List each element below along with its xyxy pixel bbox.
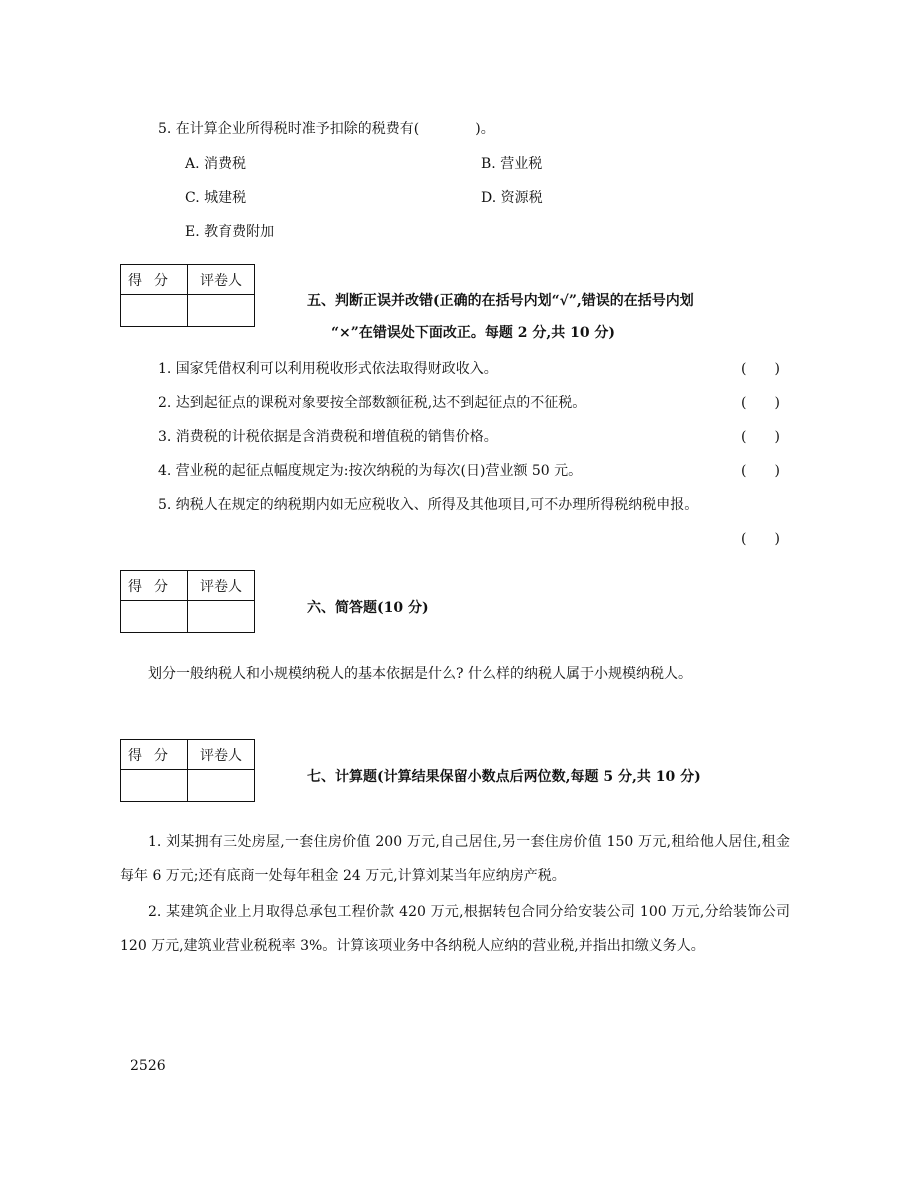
option-b: B. 营业税 — [481, 156, 543, 172]
answer-paren[interactable]: ( ) — [741, 429, 780, 445]
calc-question-1: 1. 刘某拥有三处房屋,一套住房价值 200 万元,自己居住,另一套住房价值 150 万元,租给他人居住,租金每年 6 万元;还有底商一处每年租金 24 万元,计算刘某当年应纳房产税。 — [120, 834, 790, 884]
option-a: A. 消费税 — [185, 156, 247, 172]
option-c: C. 城建税 — [185, 190, 247, 206]
list-item: 2. 达到起征点的课税对象要按全部数额征税,达不到起征点的不征税。 — [158, 395, 587, 411]
list-item: 1. 国家凭借权利可以利用税收形式依法取得财政收入。 — [158, 361, 498, 377]
score-label: 得分 — [121, 740, 188, 770]
option-d: D. 资源税 — [481, 190, 543, 206]
page-code: 2526 — [130, 1058, 166, 1074]
list-item: 4. 营业税的起征点幅度规定为:按次纳税的为每次(日)营业额 50 元。 — [158, 463, 583, 479]
list-item: 3. 消费税的计税依据是含消费税和增值税的销售价格。 — [158, 429, 498, 445]
score-box — [120, 264, 255, 327]
score-cell[interactable] — [121, 295, 188, 327]
grader-label: 评卷人 — [188, 740, 255, 770]
section-title: 五、判断正误并改错(正确的在括号内划“√”,错误的在括号内划 — [307, 293, 694, 309]
section-title: 六、简答题(10 分) — [307, 600, 429, 616]
score-cell[interactable] — [121, 770, 188, 802]
answer-paren[interactable]: ( ) — [741, 395, 780, 411]
calc-question-2: 2. 某建筑企业上月取得总承包工程价款 420 万元,根据转包合同分给安装公司 100 万元,分给装饰公司 120 万元,建筑业营业税税率 3%。计算该项业务中各纳税人应纳的营业税,并指出扣缴义务人。 — [120, 904, 790, 954]
grader-label: 评卷人 — [188, 571, 255, 601]
grader-cell[interactable] — [188, 770, 255, 802]
section-title: 七、计算题(计算结果保留小数点后两位数,每题 5 分,共 10 分) — [307, 769, 701, 785]
answer-paren[interactable]: ( ) — [741, 463, 780, 479]
score-label: 得分 — [121, 265, 188, 295]
answer-paren[interactable]: ( ) — [741, 531, 780, 547]
list-item: 5. 纳税人在规定的纳税期内如无应税收入、所得及其他项目,可不办理所得税纳税申报。 — [158, 497, 699, 513]
grader-cell[interactable] — [188, 295, 255, 327]
option-e: E. 教育费附加 — [185, 224, 275, 240]
score-box — [120, 739, 255, 802]
question-stem: 5. 在计算企业所得税时准予扣除的税费有( )。 — [158, 121, 495, 137]
score-label: 得分 — [121, 571, 188, 601]
grader-label: 评卷人 — [188, 265, 255, 295]
section-title-cont: “×”在错误处下面改正。每题 2 分,共 10 分) — [331, 325, 616, 341]
question-text: 划分一般纳税人和小规模纳税人的基本依据是什么? 什么样的纳税人属于小规模纳税人。 — [148, 666, 692, 682]
score-cell[interactable] — [121, 601, 188, 633]
score-box — [120, 570, 255, 633]
answer-paren[interactable]: ( ) — [741, 361, 780, 377]
grader-cell[interactable] — [188, 601, 255, 633]
